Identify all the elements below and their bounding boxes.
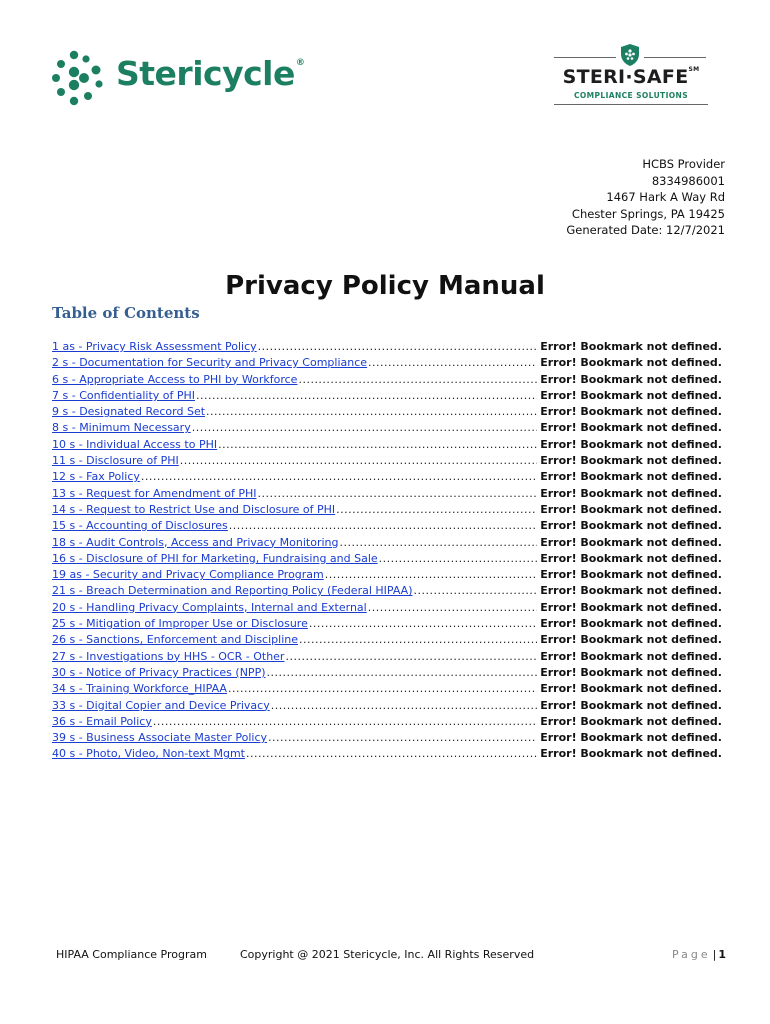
toc-entry (52, 650, 722, 666)
toc-entry-link[interactable]: 7 s - Confidentiality of PHI (52, 388, 196, 402)
logo-rule-right (644, 57, 706, 58)
toc-entry (52, 552, 722, 568)
toc-leader-dots (228, 682, 537, 695)
toc-entry-link[interactable]: 15 s - Accounting of Disclosures (52, 519, 228, 533)
toc-entry (52, 503, 722, 519)
toc-leader-dots (153, 715, 537, 728)
footer-copyright: Copyright @ 2021 Stericycle, Inc. All Rights Reserved (240, 948, 535, 961)
service-mark: SM (688, 66, 700, 73)
toc-entry (52, 389, 722, 405)
toc-entry-page: Error! Bookmark not defined. (540, 388, 722, 402)
toc-entry (52, 340, 722, 356)
toc-entry (52, 633, 722, 649)
toc-leader-dots (413, 584, 537, 597)
toc-entry-link[interactable]: 34 s - Training Workforce_HIPAA (52, 682, 227, 696)
toc-leader-dots (340, 536, 538, 549)
toc-entry (52, 470, 722, 486)
toc-entry-page: Error! Bookmark not defined. (540, 665, 722, 679)
toc-entry-page: Error! Bookmark not defined. (540, 682, 722, 696)
logo-rule-bottom (554, 104, 708, 105)
toc-leader-dots (298, 373, 537, 386)
toc-entry-link[interactable]: 1 as - Privacy Risk Assessment Policy (52, 340, 257, 353)
toc-entry (52, 438, 722, 454)
toc-entry (52, 373, 722, 389)
shield-icon (621, 44, 639, 66)
toc-entry-link[interactable]: 14 s - Request to Restrict Use and Disclosure of PHI (52, 502, 336, 516)
toc-entry-page: Error! Bookmark not defined. (540, 568, 722, 582)
toc-leader-dots (258, 340, 538, 353)
toc-entry-page: Error! Bookmark not defined. (540, 551, 722, 565)
toc-entry (52, 699, 722, 715)
provider-street: 1467 Hark A Way Rd (606, 190, 725, 204)
toc-leader-dots (229, 519, 537, 532)
footer-page-word: Page (671, 948, 711, 961)
toc-leader-dots (368, 356, 537, 369)
toc-entry-page: Error! Bookmark not defined. (540, 340, 722, 353)
stericycle-brand-name: Stericycle® (116, 54, 305, 93)
toc-entry (52, 617, 722, 633)
toc-entry-link[interactable]: 10 s - Individual Access to PHI (52, 437, 218, 451)
toc-entry-page: Error! Bookmark not defined. (540, 633, 722, 647)
toc-leader-dots (180, 454, 537, 467)
toc-entry (52, 568, 722, 584)
toc-leader-dots (325, 568, 537, 581)
stericycle-logo (52, 50, 352, 110)
footer-page-number: 1 (718, 948, 726, 961)
toc-entry (52, 666, 722, 682)
toc-leader-dots (257, 487, 537, 500)
toc-entry (52, 536, 722, 552)
toc-entry-page: Error! Bookmark not defined. (540, 454, 722, 468)
toc-entry (52, 715, 722, 731)
toc-entry-page: Error! Bookmark not defined. (540, 502, 722, 516)
toc-entry-link[interactable]: 2 s - Documentation for Security and Privacy Compliance (52, 356, 368, 370)
footer-page-separator: | (712, 948, 717, 961)
toc-entry (52, 519, 722, 535)
footer-page-indicator (672, 948, 726, 961)
toc-leader-dots (271, 699, 537, 712)
provider-name: HCBS Provider (642, 157, 725, 171)
toc-entry-page: Error! Bookmark not defined. (540, 600, 722, 614)
toc-leader-dots (196, 389, 537, 402)
toc-entry-page: Error! Bookmark not defined. (540, 649, 722, 663)
toc-entry-page: Error! Bookmark not defined. (540, 731, 722, 745)
toc-entry-link[interactable]: 36 s - Email Policy (52, 714, 152, 728)
toc-entry (52, 421, 722, 437)
toc-entry-link[interactable]: 39 s - Business Associate Master Policy (52, 731, 268, 745)
toc-entry-page: Error! Bookmark not defined. (540, 437, 722, 451)
toc-entry-link[interactable]: 25 s - Mitigation of Improper Use or Disclosure (52, 617, 308, 631)
toc-leader-dots (218, 438, 537, 451)
toc-entry-page: Error! Bookmark not defined. (540, 698, 722, 712)
toc-leader-dots (309, 617, 537, 630)
toc-leader-dots (267, 666, 538, 679)
logo-rule-left (554, 57, 616, 58)
toc-entry-page: Error! Bookmark not defined. (540, 617, 722, 631)
toc-leader-dots (206, 405, 537, 418)
sterisafe-brand-name: STERI·SAFE℠ (562, 66, 700, 88)
toc-entry (52, 731, 722, 747)
toc-entry-link[interactable]: 27 s - Investigations by HHS - OCR - Other (52, 649, 285, 663)
table-of-contents (52, 340, 722, 764)
toc-leader-dots (299, 633, 537, 646)
toc-leader-dots (379, 552, 538, 565)
generated-date: Generated Date: 12/7/2021 (566, 223, 725, 237)
toc-entry-page: Error! Bookmark not defined. (540, 356, 722, 370)
toc-leader-dots (192, 421, 538, 434)
toc-entry-page: Error! Bookmark not defined. (540, 405, 722, 419)
provider-city-state-zip: Chester Springs, PA 19425 (571, 206, 725, 221)
toc-leader-dots (141, 470, 537, 483)
toc-entry-link[interactable]: 13 s - Request for Amendment of PHI (52, 486, 257, 500)
toc-entry-link[interactable]: 11 s - Disclosure of PHI (52, 454, 179, 468)
toc-entry-page: Error! Bookmark not defined. (540, 470, 722, 484)
registered-mark: ® (295, 58, 305, 68)
page-footer (56, 948, 726, 966)
toc-entry-link[interactable]: 16 s - Disclosure of PHI for Marketing, Fundraising and Sale (52, 551, 378, 565)
toc-entry (52, 487, 722, 503)
toc-entry (52, 584, 722, 600)
toc-entry-link[interactable]: 30 s - Notice of Privacy Practices (NPP) (52, 665, 266, 679)
toc-entry-link[interactable]: 18 s - Audit Controls, Access and Privacy Monitoring (52, 535, 339, 549)
stericycle-dots-icon (52, 50, 106, 106)
document-title: Privacy Policy Manual (225, 271, 545, 301)
sterisafe-logo (552, 44, 712, 108)
toc-entry-page: Error! Bookmark not defined. (540, 486, 722, 500)
toc-entry-page: Error! Bookmark not defined. (540, 535, 722, 549)
toc-leader-dots (268, 731, 537, 744)
toc-entry-link[interactable]: 21 s - Breach Determination and Reporting Policy (Federal HIPAA) (52, 584, 413, 598)
sterisafe-subtitle: COMPLIANCE SOLUTIONS (573, 91, 689, 100)
toc-entry (52, 356, 722, 372)
toc-entry-page: Error! Bookmark not defined. (540, 421, 722, 435)
toc-leader-dots (336, 503, 537, 516)
toc-entry-link[interactable]: 6 s - Appropriate Access to PHI by Workforce (52, 372, 298, 386)
toc-entry-page: Error! Bookmark not defined. (540, 372, 722, 386)
toc-entry-link[interactable]: 20 s - Handling Privacy Complaints, Internal and External (52, 600, 367, 614)
toc-entry-page: Error! Bookmark not defined. (540, 584, 722, 598)
toc-entry (52, 405, 722, 421)
toc-leader-dots (285, 650, 537, 663)
provider-phone: 8334986001 (651, 173, 725, 188)
provider-address-block (566, 156, 725, 239)
toc-entry-page: Error! Bookmark not defined. (540, 747, 722, 761)
toc-entry-link[interactable]: 9 s - Designated Record Set (52, 405, 206, 419)
toc-entry-page: Error! Bookmark not defined. (540, 519, 722, 533)
footer-program-name: HIPAA Compliance Program (56, 948, 207, 961)
toc-entry-link[interactable]: 40 s - Photo, Video, Non-text Mgmt (52, 747, 245, 761)
toc-leader-dots (368, 601, 537, 614)
toc-entry (52, 454, 722, 470)
toc-entry (52, 747, 722, 763)
toc-heading: Table of Contents (52, 304, 200, 322)
toc-entry-page: Error! Bookmark not defined. (540, 714, 722, 728)
toc-entry-link[interactable]: 33 s - Digital Copier and Device Privacy (52, 698, 270, 712)
toc-entry (52, 601, 722, 617)
toc-entry-link[interactable]: 12 s - Fax Policy (52, 470, 140, 484)
toc-entry-link[interactable]: 8 s - Minimum Necessary (52, 421, 191, 435)
toc-entry (52, 682, 722, 698)
toc-entry-link[interactable]: 26 s - Sanctions, Enforcement and Discipline (52, 633, 298, 647)
toc-leader-dots (246, 747, 537, 760)
toc-entry-link[interactable]: 19 as - Security and Privacy Compliance Program (52, 568, 324, 582)
